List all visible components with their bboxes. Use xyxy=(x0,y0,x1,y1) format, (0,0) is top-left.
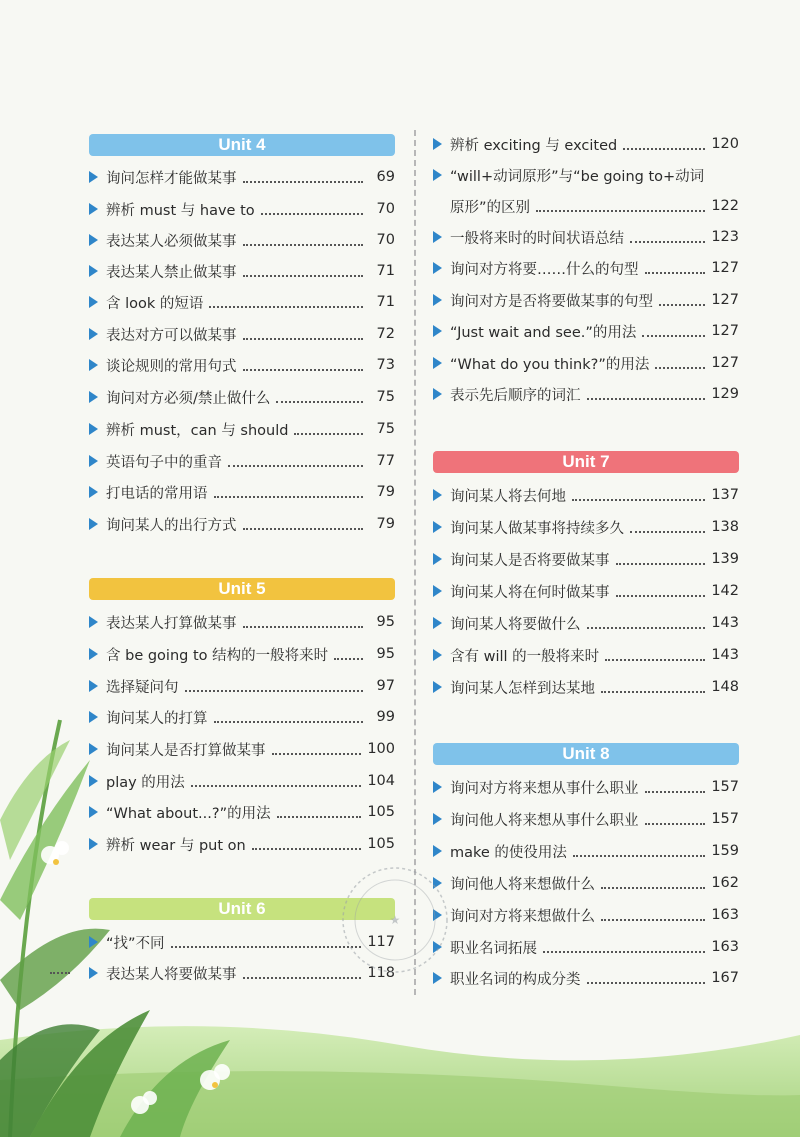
toc-entry[interactable]: 询问某人做某事将持续多久 138 xyxy=(433,515,739,539)
toc-entry[interactable]: 含有 will 的一般将来时 143 xyxy=(433,643,739,667)
unit-4-header: Unit 4 xyxy=(89,134,395,156)
toc-entry[interactable]: 询问某人将去何地 137 xyxy=(433,483,739,507)
arrow-icon xyxy=(89,743,98,755)
toc-entry[interactable]: 表达对方可以做某事 72 xyxy=(89,322,395,346)
toc-entry[interactable]: “will+动词原形”与“be going to+动词 xyxy=(433,163,739,187)
arrow-icon xyxy=(433,781,442,793)
toc-entry[interactable]: make 的使役用法 159 xyxy=(433,839,739,863)
arrow-icon xyxy=(433,617,442,629)
arrow-icon xyxy=(433,325,442,337)
arrow-icon xyxy=(89,359,98,371)
arrow-icon xyxy=(433,138,442,150)
toc-entry[interactable]: 表达某人将要做某事 118 xyxy=(89,961,395,985)
arrow-icon xyxy=(89,486,98,498)
toc-entry[interactable]: play 的用法 104 xyxy=(89,769,395,793)
unit-7-header: Unit 7 xyxy=(433,451,739,473)
toc-entry[interactable]: 辨析 must 与 have to 70 xyxy=(89,197,395,221)
arrow-icon xyxy=(89,711,98,723)
toc-entry[interactable]: 辨析 must，can 与 should 75 xyxy=(89,417,395,441)
arrow-icon xyxy=(433,553,442,565)
toc-entry[interactable]: 表达某人打算做某事 95 xyxy=(89,610,395,634)
arrow-icon xyxy=(89,680,98,692)
toc-entry[interactable]: 辨析 wear 与 put on 105 xyxy=(89,832,395,856)
arrow-icon xyxy=(433,649,442,661)
toc-entry[interactable]: 职业名词拓展 163 xyxy=(433,935,739,959)
toc-entry[interactable]: 询问对方是否将要做某事的句型 127 xyxy=(433,288,739,312)
arrow-icon xyxy=(433,169,442,181)
toc-entry[interactable]: 询问对方将来想从事什么职业 157 xyxy=(433,775,739,799)
toc-entry[interactable]: 询问他人将来想做什么 162 xyxy=(433,871,739,895)
arrow-icon xyxy=(89,328,98,340)
toc-entry[interactable]: 一般将来时的时间状语总结 123 xyxy=(433,225,739,249)
arrow-icon xyxy=(89,234,98,246)
toc-entry[interactable]: 询问怎样才能做某事 69 xyxy=(89,165,395,189)
arrow-icon xyxy=(433,388,442,400)
unit-6-header: Unit 6 xyxy=(89,898,395,920)
toc-entry[interactable]: 询问某人是否将要做某事 139 xyxy=(433,547,739,571)
toc-entry[interactable]: “What do you think?”的用法 127 xyxy=(433,351,739,375)
arrow-icon xyxy=(433,521,442,533)
arrow-icon xyxy=(433,262,442,274)
toc-entry[interactable]: 询问某人将在何时做某事 142 xyxy=(433,579,739,603)
svg-text:★: ★ xyxy=(389,913,401,927)
toc-entry[interactable]: 辨析 exciting 与 excited 120 xyxy=(433,132,739,156)
arrow-icon xyxy=(89,648,98,660)
arrow-icon xyxy=(89,265,98,277)
unit-8-header: Unit 8 xyxy=(433,743,739,765)
stamp-watermark xyxy=(335,860,455,980)
arrow-icon xyxy=(89,775,98,787)
toc-entry[interactable]: 询问对方将来想做什么 163 xyxy=(433,903,739,927)
unit-5-header: Unit 5 xyxy=(89,578,395,600)
toc-entry[interactable]: 询问他人将来想从事什么职业 157 xyxy=(433,807,739,831)
toc-entry[interactable]: 表示先后顺序的词汇 129 xyxy=(433,382,739,406)
leader-dots xyxy=(50,963,70,974)
arrow-icon xyxy=(89,936,98,948)
arrow-icon xyxy=(433,489,442,501)
arrow-icon xyxy=(433,357,442,369)
arrow-icon xyxy=(433,585,442,597)
toc-entry[interactable]: 询问某人的出行方式 79 xyxy=(89,512,395,536)
arrow-icon xyxy=(433,813,442,825)
arrow-icon xyxy=(89,391,98,403)
arrow-icon xyxy=(89,203,98,215)
toc-entry[interactable]: 含 be going to 结构的一般将来时 95 xyxy=(89,642,395,666)
arrow-icon xyxy=(89,838,98,850)
arrow-icon xyxy=(89,171,98,183)
arrow-icon xyxy=(89,967,98,979)
toc-entry[interactable]: “Just wait and see.”的用法 127 xyxy=(433,319,739,343)
arrow-icon xyxy=(89,518,98,530)
toc-entry[interactable]: 谈论规则的常用句式 73 xyxy=(89,353,395,377)
toc-entry[interactable]: 询问某人是否打算做某事 100 xyxy=(89,737,395,761)
arrow-icon xyxy=(433,681,442,693)
arrow-icon xyxy=(89,455,98,467)
arrow-icon xyxy=(89,616,98,628)
arrow-icon xyxy=(89,296,98,308)
toc-entry[interactable]: “What about...?”的用法 105 xyxy=(89,800,395,824)
arrow-icon xyxy=(89,423,98,435)
toc-entry[interactable]: 英语句子中的重音 77 xyxy=(89,449,395,473)
toc-entry[interactable]: 询问某人怎样到达某地 148 xyxy=(433,675,739,699)
toc-entry[interactable]: 职业名词的构成分类 167 xyxy=(433,966,739,990)
arrow-icon xyxy=(433,845,442,857)
toc-entry[interactable]: 询问对方将要……什么的句型 127 xyxy=(433,256,739,280)
toc-entry-continuation[interactable]: 原形”的区别 122 xyxy=(450,198,739,216)
toc-entry[interactable]: 选择疑问句 97 xyxy=(89,674,395,698)
toc-entry[interactable]: 询问某人的打算 99 xyxy=(89,705,395,729)
toc-entry[interactable]: 含 look 的短语 71 xyxy=(89,290,395,314)
toc-entry[interactable]: 表达某人必须做某事 70 xyxy=(89,228,395,252)
toc-entry[interactable]: 询问某人将要做什么 143 xyxy=(433,611,739,635)
toc-entry[interactable]: 打电话的常用语 79 xyxy=(89,480,395,504)
arrow-icon xyxy=(433,294,442,306)
toc-entry[interactable]: 表达某人禁止做某事 71 xyxy=(89,259,395,283)
arrow-icon xyxy=(433,231,442,243)
arrow-icon xyxy=(89,806,98,818)
toc-entry[interactable]: “找”不同 117 xyxy=(89,930,395,954)
toc-entry[interactable]: 询问对方必须/禁止做什么 75 xyxy=(89,385,395,409)
